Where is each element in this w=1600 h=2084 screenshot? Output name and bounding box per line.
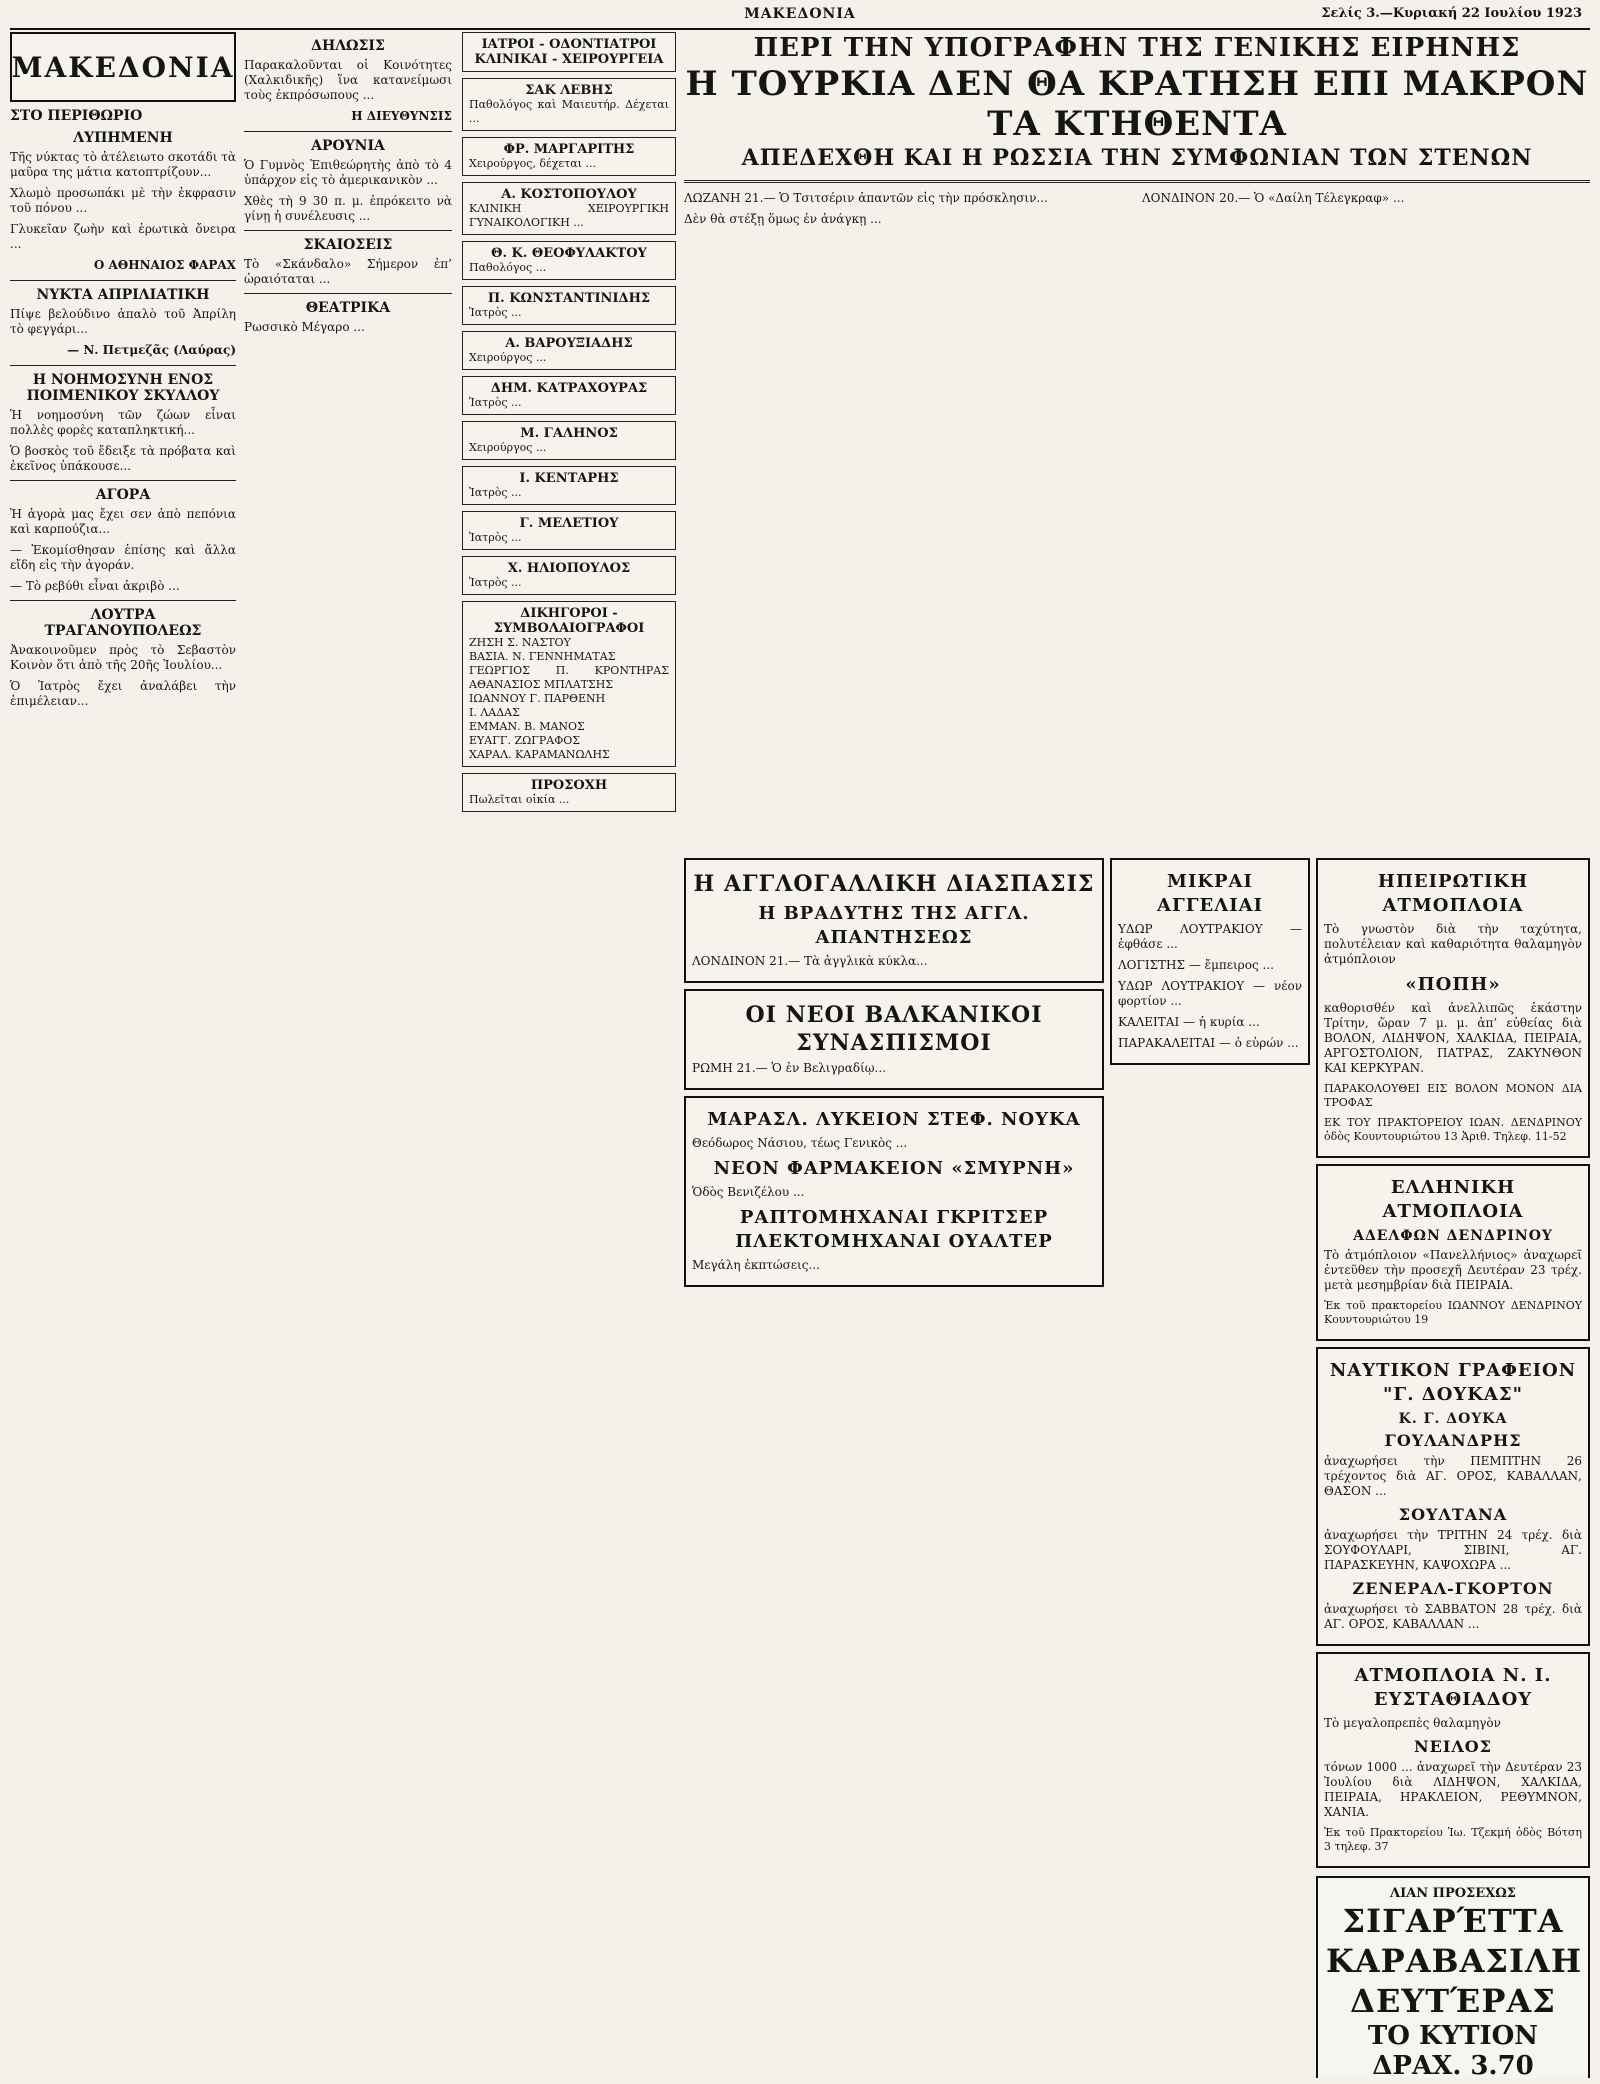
ad-name: ΣΑΚ ΛΕΒΗΣ bbox=[525, 83, 613, 98]
ad-box bbox=[462, 331, 676, 370]
shipping-3 bbox=[1316, 1347, 1590, 1646]
ad-text: Ἰατρὸς ... bbox=[469, 576, 522, 589]
headline-top: ΠΕΡΙ ΤΗΝ ΥΠΟΓΡΑΦΗΝ ΤΗΣ ΓΕΝΙΚΗΣ ΕΙΡΗΝΗΣ bbox=[753, 33, 1521, 63]
ad-box bbox=[462, 421, 676, 460]
attention-text: Πωλεῖται οἰκία ... bbox=[469, 793, 570, 806]
ad-name: Γ. ΜΕΛΕΤΙΟΥ bbox=[519, 516, 619, 531]
paragraph: Γλυκεῖαν ζωὴν καὶ ἐρωτικὰ ὄνειρα ... bbox=[10, 222, 236, 251]
paragraph: ΛΩΖΑΝΗ 21.— Ὁ Τσιτσέριν ἀπαντῶν εἰς τὴν πρόσκλησιν... bbox=[684, 191, 1048, 205]
paragraph: ΡΩΜΗ 21.— Ὁ ἐν Βελιγραδίῳ... bbox=[692, 1061, 886, 1075]
headline: ΗΠΕΙΡΩΤΙΚΗ ΑΤΜΟΠΛΟΙΑ bbox=[1377, 871, 1529, 916]
date-line: Σελίς 3.—Κυριακή 22 Ιουλίου 1923 bbox=[1321, 6, 1582, 21]
main-text-cols bbox=[684, 191, 1590, 233]
paragraph: — Τὸ ρεβύθι εἶναι ἀκριβὸ ... bbox=[10, 579, 180, 593]
ad-text: Χειρούργος ... bbox=[469, 351, 547, 364]
promo-price: ΤΟ ΚΥΤΙΟΝ ΔΡΑΧ. 3.70 bbox=[1367, 2021, 1539, 2078]
ad-text: Παθολόγος καὶ Μαιευτήρ. Δέχεται ... bbox=[469, 98, 669, 125]
headline: «ΠΟΠΗ» bbox=[1405, 974, 1501, 995]
paragraph: Ἐκ τοῦ πρακτορείου ΙΩΑΝΝΟΥ ΔΕΝΔΡΙΝΟΥ Κουντουριώτου 19 bbox=[1324, 1299, 1582, 1326]
balkan-box bbox=[684, 989, 1104, 1090]
shipping-2 bbox=[1316, 1164, 1590, 1341]
ad-name: Α. ΒΑΡΟΥΞΙΑΔΗΣ bbox=[505, 336, 633, 351]
ad-box bbox=[462, 556, 676, 595]
headline: ΑΤΜΟΠΛΟΙΑ Ν. Ι. ΕΥΣΤΑΘΙΑΔΟΥ bbox=[1354, 1665, 1552, 1710]
paragraph: ΛΟΓΙΣΤΗΣ — ἔμπειρος ... bbox=[1118, 958, 1274, 972]
divider bbox=[244, 293, 452, 294]
divider bbox=[244, 230, 452, 231]
paragraph: Χθὲς τὴ 9 30 π. μ. ἐπρόκειτο νὰ γίνῃ ἡ συνέλευσις ... bbox=[244, 194, 452, 223]
law-item: ΧΑΡΑΛ. ΚΑΡΑΜΑΝΩΛΗΣ bbox=[469, 748, 610, 761]
ad-box bbox=[462, 376, 676, 415]
paragraph: Θεόδωρος Νάσιου, τέως Γενικὸς ... bbox=[692, 1136, 908, 1150]
paragraph: ἀναχωρήσει τὴν ΤΡΙΤΗΝ 24 τρέχ. διὰ ΣΟΥΦΟΥΛΑΡΙ, ΣΙΒΙΝΙ, ΑΓ. ΠΑΡΑΣΚΕΥΗΝ, ΚΑΨΟΧΩΡΑ ... bbox=[1324, 1528, 1582, 1572]
law-item: ΒΑΣΙΑ. Ν. ΓΕΝΝΗΜΑΤΑΣ bbox=[469, 650, 616, 663]
notice-title: ΔΗΛΩΣΙΣ bbox=[311, 38, 385, 54]
masthead bbox=[10, 32, 236, 102]
divider bbox=[10, 600, 236, 601]
ad-box bbox=[462, 137, 676, 176]
ad-text: Ἰατρὸς ... bbox=[469, 531, 522, 544]
subheadline: ΑΔΕΛΦΩΝ ΔΕΝΔΡΙΝΟΥ bbox=[1353, 1228, 1553, 1244]
paragraph: Ὁ βοσκὸς τοῦ ἔδειξε τὰ πρόβατα καὶ ἐκεῖνος ὑπάκουσε... bbox=[10, 444, 236, 473]
paragraph: Ἡ νοημοσύνη τῶν ζώων εἶναι πολλὲς φορὲς καταπληκτική... bbox=[10, 408, 236, 437]
anglo-french-box bbox=[684, 858, 1104, 983]
paragraph: ΛΟΝΔΙΝΟΝ 21.— Τὰ ἀγγλικὰ κύκλα... bbox=[692, 954, 928, 968]
headline: ΟΙ ΝΕΟΙ ΒΑΛΚΑΝΙΚΟΙ ΣΥΝΑΣΠΙΣΜΟΙ bbox=[745, 1002, 1043, 1056]
ad-box bbox=[462, 511, 676, 550]
paragraph: Χλωμὸ προσωπάκι μὲ τὴν ἐκφρασιν τοῦ πόνου ... bbox=[10, 186, 236, 215]
paragraph: Τὸ μεγαλοπρεπὲς θαλαμηγὸν bbox=[1324, 1716, 1501, 1730]
subheadline: Η ΒΡΑΔΥΤΗΣ ΤΗΣ ΑΓΓΛ. ΑΠΑΝΤΗΣΕΩΣ bbox=[758, 903, 1030, 948]
law-box bbox=[462, 601, 676, 767]
middle-left bbox=[684, 852, 1104, 2078]
law-title: ΔΙΚΗΓΟΡΟΙ - ΣΥΜΒΟΛΑΙΟΓΡΑΦΟΙ bbox=[493, 606, 645, 636]
attention-box bbox=[462, 773, 676, 812]
divider bbox=[684, 180, 1590, 183]
main-top bbox=[684, 32, 1590, 842]
paragraph: Ὁ Ἰατρὸς ἔχει ἀναλάβει τὴν ἐπιμέλειαν... bbox=[10, 679, 236, 708]
headline-main: Η ΤΟΥΡΚΙΑ ΔΕΝ ΘΑ ΚΡΑΤΗΣΗ ΕΠΙ ΜΑΚΡΟΝ ΤΑ ΚΤΗΘΕΝΤΑ bbox=[685, 64, 1589, 144]
article-title: ΑΓΟΡΑ bbox=[95, 487, 151, 503]
article-title: Η ΝΟΗΜΟΣΥΝΗ ΕΝΟΣ ΠΟΙΜΕΝΙΚΟΥ ΣΚΥΛΛΟΥ bbox=[26, 372, 220, 404]
column-left bbox=[10, 32, 236, 2078]
article-title: ΣΚΑΙΟΣΕΙΣ bbox=[303, 237, 393, 253]
law-item: ΖΗΣΗ Σ. ΝΑΣΤΟΥ bbox=[469, 636, 571, 649]
headline: ΕΛΛΗΝΙΚΗ ΑΤΜΟΠΛΟΙΑ bbox=[1382, 1177, 1524, 1222]
ads-header: ΙΑΤΡΟΙ - ΟΔΟΝΤΙΑΤΡΟΙ ΚΛΙΝΙΚΑΙ - ΧΕΙΡΟΥΡΓΕΙΑ bbox=[474, 37, 664, 67]
promo-box bbox=[1316, 1876, 1590, 2078]
paragraph: ΥΔΩΡ ΛΟΥΤΡΑΚΙΟΥ — νέον φορτίον ... bbox=[1118, 979, 1302, 1008]
article-title: ΝΥΚΤΑ ΑΠΡΙΛΙΑΤΙΚΗ bbox=[36, 287, 210, 303]
promo-top: ΛΙΑΝ ΠΡΟΣΕΧΩΣ bbox=[1390, 1886, 1516, 1901]
headline: Η ΑΓΓΛΟΓΑΛΛΙΚΗ ΔΙΑΣΠΑΣΙΣ bbox=[693, 871, 1095, 897]
column-right bbox=[1316, 852, 1590, 2078]
ship-name: ΝΕΙΛΟΣ bbox=[1414, 1737, 1492, 1756]
shipping-4 bbox=[1316, 1652, 1590, 1868]
law-item: ΕΥΑΓΓ. ΖΩΓΡΑΦΟΣ bbox=[469, 734, 581, 747]
ship-name: ΓΟΥΛΑΝΔΡΗΣ bbox=[1384, 1431, 1522, 1450]
headline-sub: ΑΠΕΔΕΧΘΗ ΚΑΙ Η ΡΩΣΣΙΑ ΤΗΝ ΣΥΜΦΩΝΙΑΝ ΤΩΝ ΣΤΕΝΩΝ bbox=[741, 145, 1533, 171]
paragraph: — Ἐκομίσθησαν ἐπίσης καὶ ἄλλα εἴδη εἰς τὴν ἀγοράν. bbox=[10, 543, 236, 572]
paragraph: Τὸ ἀτμόπλοιον «Πανελλήνιος» ἀναχωρεῖ ἐντεῦθεν τὴν προσεχῆ Δευτέραν 23 τρέχ. μετὰ μεσημβρίαν διὰ ΠΕΙΡΑΙΑ. bbox=[1324, 1248, 1582, 1292]
headline: ΝΕΟΝ ΦΑΡΜΑΚΕΙΟΝ «ΣΜΥΡΝΗ» bbox=[713, 1158, 1075, 1179]
paragraph: ΚΑΛΕΙΤΑΙ — ἡ κυρία ... bbox=[1118, 1015, 1260, 1029]
ad-name: Μ. ΓΑΛΗΝΟΣ bbox=[520, 426, 618, 441]
middle-smalls bbox=[1110, 852, 1310, 2078]
attention-title: ΠΡΟΣΟΧΗ bbox=[530, 778, 608, 793]
school-box bbox=[684, 1096, 1104, 1287]
ad-box bbox=[462, 78, 676, 131]
headline: ΡΑΠΤΟΜΗΧΑΝΑΙ ΓΚΡΙΤΣΕΡ ΠΛΕΚΤΟΜΗΧΑΝΑΙ ΟΥΑΛΤΕΡ bbox=[735, 1207, 1053, 1252]
ship-name: ΖΕΝΕΡΑΛ-ΓΚΟΡΤΟΝ bbox=[1352, 1579, 1554, 1598]
newspaper-page bbox=[10, 6, 1590, 2078]
headline: ΜΙΚΡΑΙ ΑΓΓΕΛΙΑΙ bbox=[1156, 871, 1263, 916]
running-header bbox=[10, 6, 1590, 30]
section-label: ΣΤΟ ΠΕΡΙΘΩΡΙΟ bbox=[10, 108, 143, 124]
ad-name: Χ. ΗΛΙΟΠΟΥΛΟΣ bbox=[507, 561, 631, 576]
paragraph: Ἀνακοινοῦμεν πρὸς τὸ Σεβαστὸν Κοινὸν ὅτι ἀπὸ τῆς 20ῆς Ἰουλίου... bbox=[10, 643, 236, 672]
ad-box bbox=[462, 286, 676, 325]
ad-text: Ἰατρὸς ... bbox=[469, 306, 522, 319]
ad-name: Ι. ΚΕΝΤΑΡΗΣ bbox=[519, 471, 619, 486]
subheadline: Κ. Γ. ΔΟΥΚΑ bbox=[1398, 1411, 1508, 1427]
law-item: ΓΕΩΡΓΙΟΣ Π. ΚΡΟΝΤΗΡΑΣ ΑΘΑΝΑΣΙΟΣ ΜΠΛΑΤΣΗΣ bbox=[469, 664, 669, 691]
ad-text: Παθολόγος ... bbox=[469, 261, 547, 274]
paragraph: ἀναχωρήσει τὸ ΣΑΒΒΑΤΟΝ 28 τρέχ. διὰ ΑΓ. ΟΡΟΣ, ΚΑΒΑΛΛΑΝ ... bbox=[1324, 1602, 1582, 1631]
article-title: ΑΡΟΥΝΙΑ bbox=[311, 138, 385, 154]
paragraph: ΕΚ ΤΟΥ ΠΡΑΚΤΟΡΕΙΟΥ ΙΩΑΝ. ΔΕΝΔΡΙΝΟΥ ὁδὸς Κουντουριώτου 13 Ἀριθ. Τηλεφ. 11-52 bbox=[1324, 1116, 1582, 1143]
paragraph: Πίψε βελούδινο ἁπαλὸ τοῦ Ἀπρίλη τὸ φεγγάρι... bbox=[10, 307, 236, 336]
ad-text: ΚΛΙΝΙΚΗ ΧΕΙΡΟΥΡΓΙΚΗ ΓΥΝΑΙΚΟΛΟΓΙΚΗ ... bbox=[469, 202, 669, 229]
signature: Η ΔΙΕΥΘΥΝΣΙΣ bbox=[351, 109, 452, 123]
article-title: ΛΟΥΤΡΑ ΤΡΑΓΑΝΟΥΠΟΛΕΩΣ bbox=[44, 607, 202, 639]
paragraph: Ἐκ τοῦ Πρακτορείου Ἰω. Τζεκμή ὁδὸς Βότση 3 τηλεφ. 37 bbox=[1324, 1826, 1582, 1853]
headline: ΜΑΡΑΣΛ. ΛΥΚΕΙΟΝ ΣΤΕΦ. ΝΟΥΚΑ bbox=[707, 1109, 1081, 1130]
law-item: Ι. ΛΑΔΑΣ bbox=[469, 706, 520, 719]
paragraph: ἀναχωρήσει τὴν ΠΕΜΠΤΗΝ 26 τρέχοντος διὰ ΑΓ. ΟΡΟΣ, ΚΑΒΑΛΛΑΝ, ΘΑΣΟΝ ... bbox=[1324, 1454, 1582, 1498]
ship-name: ΣΟΥΛΤΑΝΑ bbox=[1398, 1505, 1508, 1524]
ad-box bbox=[462, 182, 676, 235]
article-title: ΘΕΑΤΡΙΚΑ bbox=[305, 300, 391, 316]
ad-box bbox=[462, 241, 676, 280]
ad-name: Π. ΚΩΝΣΤΑΝΤΙΝΙΔΗΣ bbox=[487, 291, 651, 306]
ads-header-box bbox=[462, 32, 676, 72]
ad-text: Ἰατρὸς ... bbox=[469, 396, 522, 409]
paragraph: καθορισθέν καὶ ἀνελλιπῶς ἐκάστην Τρίτην, ὥραν 7 μ. μ. ἀπ’ εὐθείας διὰ ΒΟΛΟΝ, ΛΙΔΗΨΟΝ, ΧΑΛΚΙΔΑ, ΠΕΙΡΑΙΑ, ΑΡΓΟΣΤΟΛΙΟΝ, ΠΑΤΡΑΣ, ΖΑΚΥΝΘΟΝ ΚΑΙ ΚΕΡΚΥΡΑΝ. bbox=[1324, 1001, 1582, 1075]
paragraph: ΠΑΡΑΚΑΛΕΙΤΑΙ — ὁ εὑρών ... bbox=[1118, 1036, 1299, 1050]
paragraph: Τὸ γνωστὸν διὰ τὴν ταχύτητα, πολυτέλειαν καὶ καθαριότητα θαλαμηγὸν ἀτμόπλοιον bbox=[1324, 922, 1582, 966]
shipping-1 bbox=[1316, 858, 1590, 1158]
paragraph: ΥΔΩΡ ΛΟΥΤΡΑΚΙΟΥ — ἐφθάσε ... bbox=[1118, 922, 1302, 951]
ad-text: Χειρούργος ... bbox=[469, 441, 547, 454]
signature: Ο ΑΘΗΝΑΙΟΣ ΦΑΡΑΧ bbox=[93, 258, 236, 272]
law-item: ΕΜΜΑΝ. Β. ΜΑΝΟΣ bbox=[469, 720, 585, 733]
paragraph: Ὁ Γυμνὸς Ἐπιθεώρητὴς ἀπὸ τὸ 4 ὑπάρχον εἰς τὸ ἀμερικανικὸν ... bbox=[244, 158, 452, 187]
paragraph: Τὸ «Σκάνδαλο» Σήμερον ἐπ’ ὠραιόταται ... bbox=[244, 257, 452, 286]
paragraph: Μεγάλη ἐκπτώσεις... bbox=[692, 1258, 820, 1272]
paragraph: ΠΑΡΑΚΟΛΟΥΘΕΙ ΕΙΣ ΒΟΛΟΝ ΜΟΝΟΝ ΔΙΑ ΤΡΟΦΑΣ bbox=[1324, 1082, 1582, 1109]
paragraph: Δὲν θὰ στέξῃ ὅμως ἐν ἀνάγκῃ ... bbox=[684, 212, 882, 226]
ad-text: Ἰατρὸς ... bbox=[469, 486, 522, 499]
smalls-box bbox=[1110, 858, 1310, 1065]
paragraph: Ὁδὸς Βενιζέλου ... bbox=[692, 1185, 805, 1199]
headline: ΝΑΥΤΙΚΟΝ ΓΡΑΦΕΙΟΝ "Γ. ΔΟΥΚΑΣ" bbox=[1329, 1360, 1577, 1405]
paragraph: Τῆς νύκτας τὸ ἀτέλειωτο σκοτάδι τὰ μαῦρα της μάτια κατοπτρίζουν... bbox=[10, 150, 236, 179]
ad-name: Θ. Κ. ΘΕΟΦΥΛΑΚΤΟΥ bbox=[491, 246, 647, 261]
paragraph: Ἡ ἀγορὰ μας ἔχει σεν ἀπὸ πεπόνια καὶ καρπούζια... bbox=[10, 507, 236, 536]
promo-title: ΣΙΓΑΡΈΤΤΑ ΚΑΡΑΒΑΣΙΛΗ ΔΕΥΤΈΡΑΣ bbox=[1326, 1902, 1583, 2020]
ad-name: ΦΡ. ΜΑΡΓΑΡΙΤΗΣ bbox=[503, 142, 635, 157]
divider bbox=[10, 365, 236, 366]
paragraph: ΛΟΝΔΙΝΟΝ 20.— Ὁ «Δαίλη Τέλεγκραφ» ... bbox=[1142, 191, 1405, 205]
divider bbox=[10, 280, 236, 281]
paragraph: τόνων 1000 ... ἀναχωρεῖ τὴν Δευτέραν 23 Ἰουλίου διὰ ΛΙΔΗΨΟΝ, ΧΑΛΚΙΔΑ, ΠΕΙΡΑΙΑ, ΗΡΑΚΛΕΙΟΝ, ΡΕΘΥΜΝΟΝ, ΧΑΝΙΑ. bbox=[1324, 1760, 1582, 1819]
law-item: ΙΩΑΝΝΟΥ Γ. ΠΑΡΘΕΝΗ bbox=[469, 692, 606, 705]
ad-box bbox=[462, 466, 676, 505]
divider bbox=[244, 131, 452, 132]
paragraph: Ρωσσικὸ Μέγαρο ... bbox=[244, 320, 365, 334]
ad-name: ΔΗΜ. ΚΑΤΡΑΧΟΥΡΑΣ bbox=[490, 381, 648, 396]
column-second bbox=[244, 32, 452, 2078]
signature: — Ν. Πετμεζᾶς (Λαύρας) bbox=[67, 343, 236, 357]
ad-name: Α. ΚΟΣΤΟΠΟΥΛΟΥ bbox=[501, 187, 637, 202]
running-title: ΜΑΚΕΔΟΝΙΑ bbox=[744, 6, 856, 22]
divider bbox=[10, 480, 236, 481]
article-title: ΛΥΠΗΜΕΝΗ bbox=[73, 130, 173, 146]
paragraph: Παρακαλοῦνται οἱ Κοινότητες (Χαλκιδικῆς) ἵνα κατανείμωσι τοὺς ἐκπρόσωπους ... bbox=[244, 58, 452, 102]
ad-text: Χειρούργος, δέχεται ... bbox=[469, 157, 596, 170]
column-ads bbox=[462, 32, 676, 2078]
masthead-title: ΜΑΚΕΔΟΝΙΑ bbox=[11, 50, 235, 84]
